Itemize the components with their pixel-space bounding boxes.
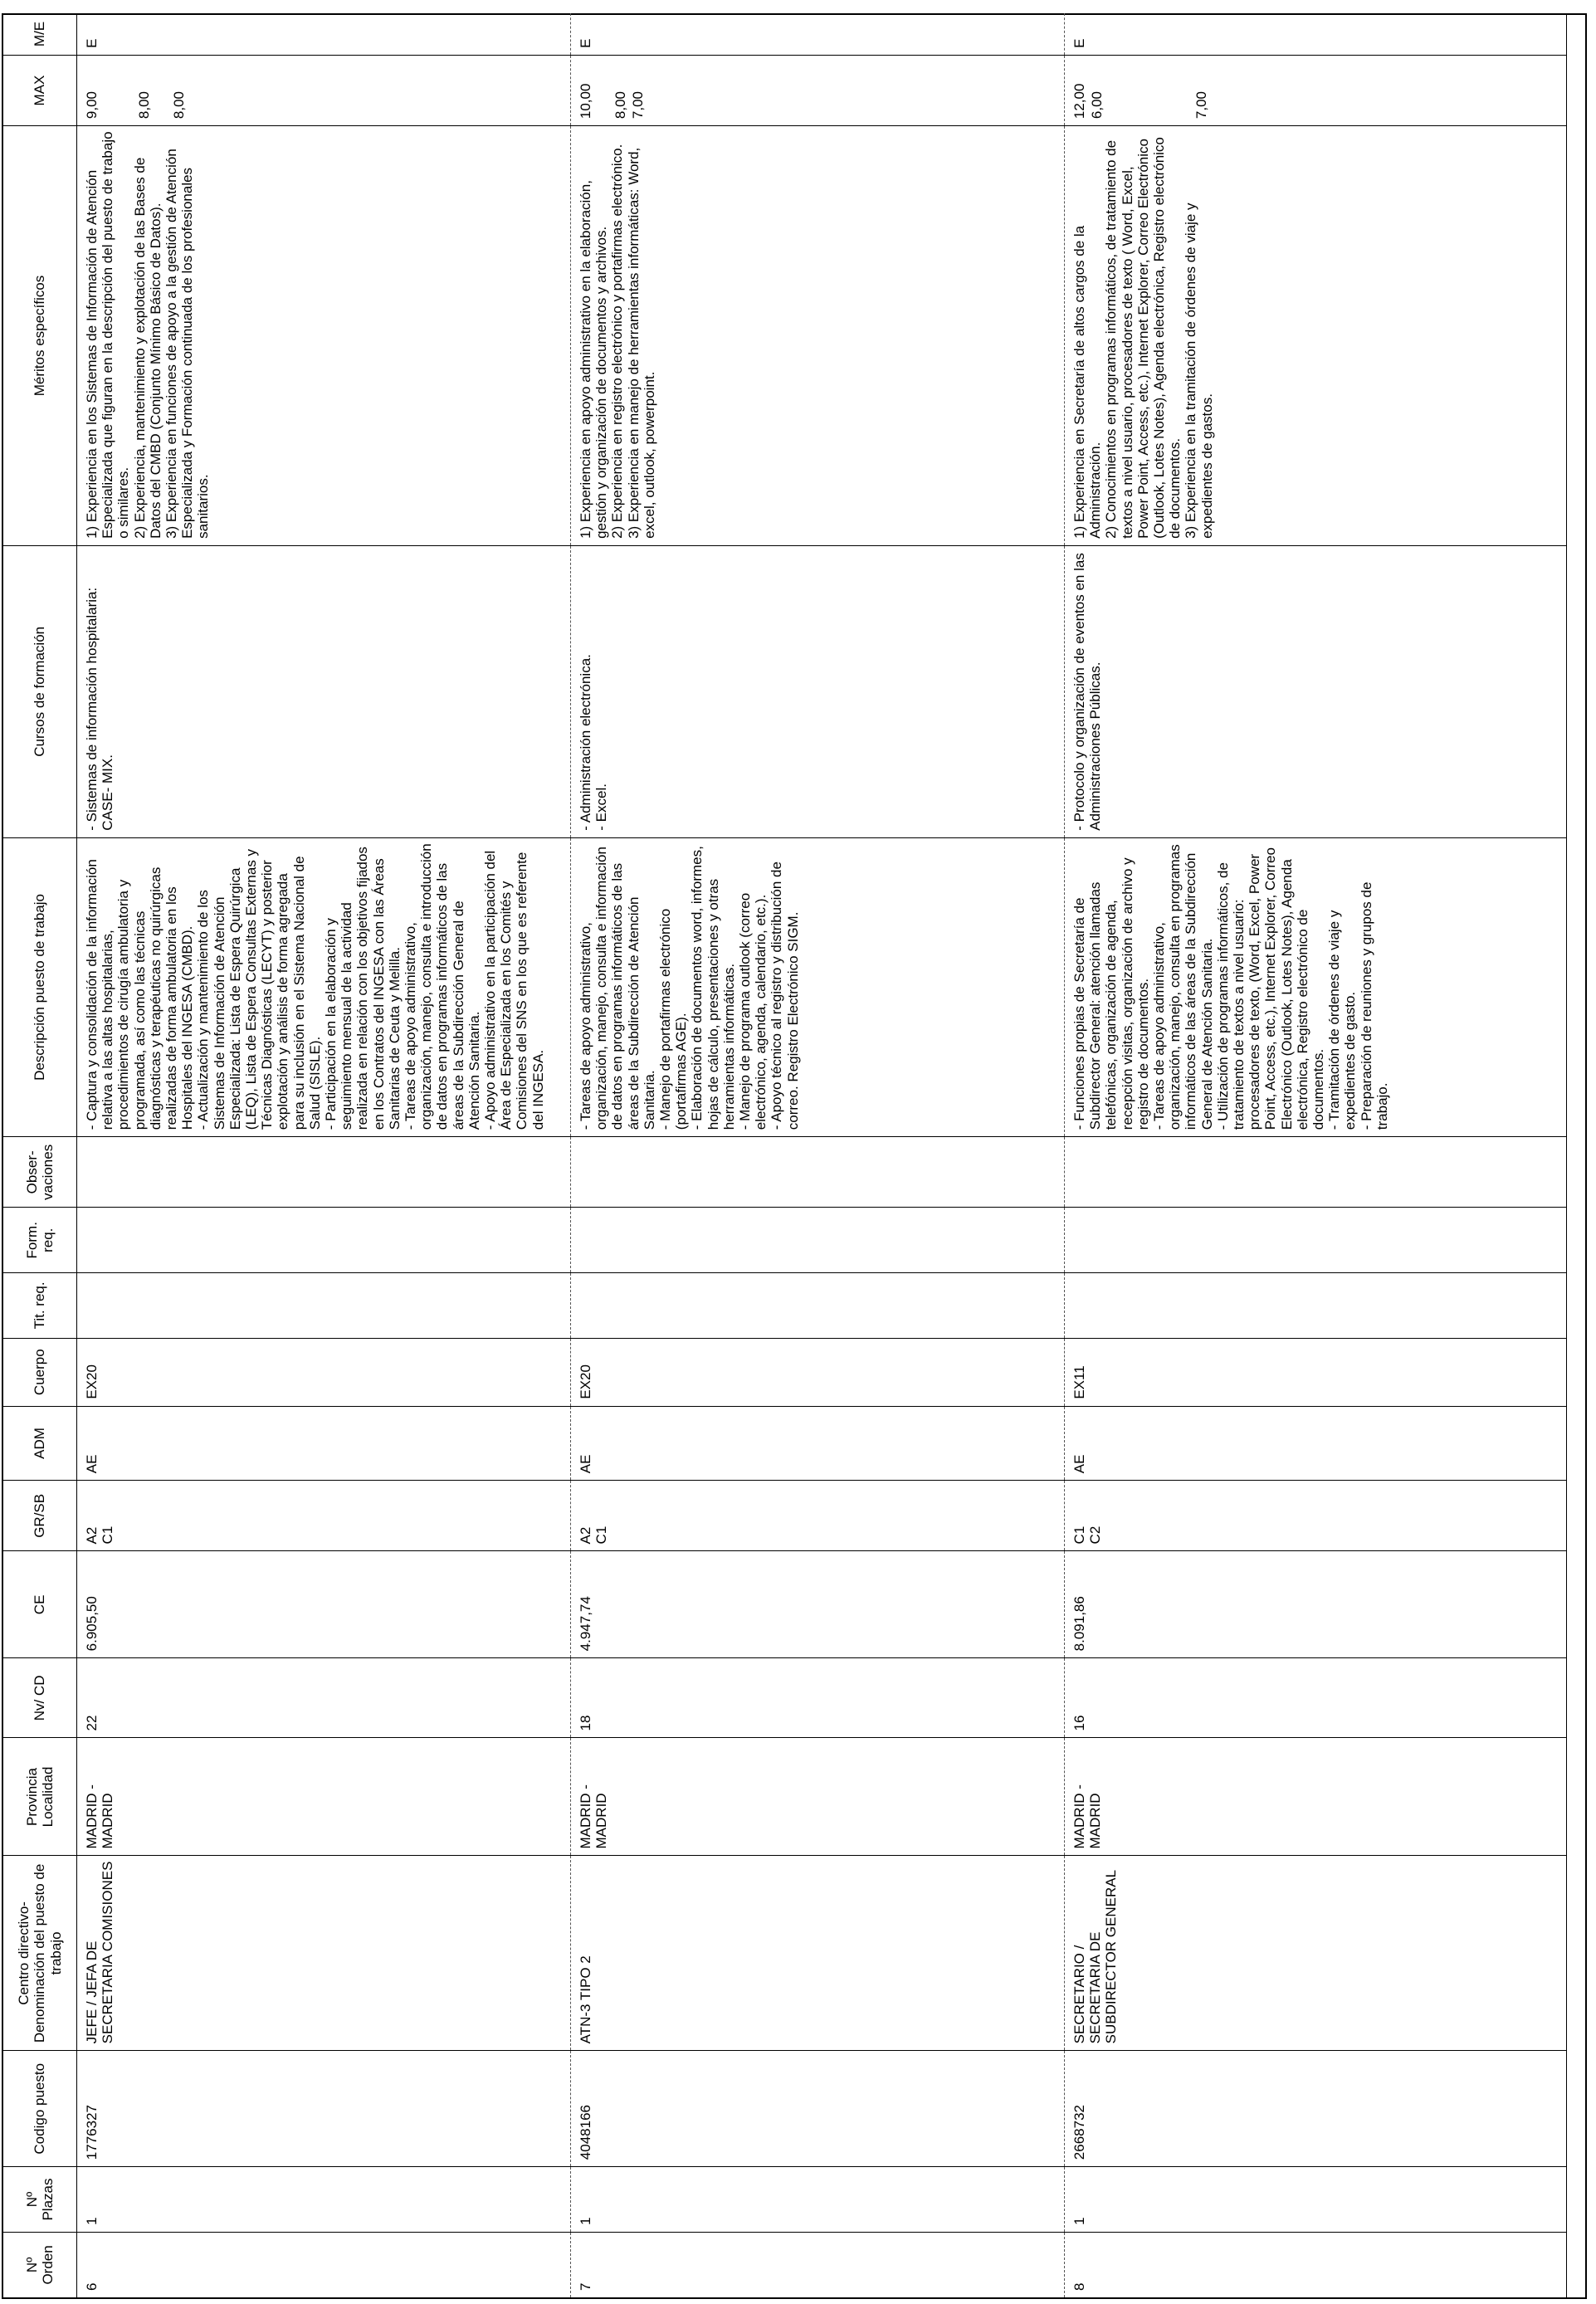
header-meritos: Méritos específicos [3, 126, 77, 546]
max-value: 7,00 [630, 91, 646, 120]
cell-adm: AE [77, 1406, 571, 1481]
cell-grupo: C1 C2 [1065, 1481, 1567, 1551]
header-ce: CE [3, 1551, 77, 1658]
cell-tit [77, 1273, 571, 1339]
cell-cuerpo: EX11 [1065, 1338, 1567, 1406]
table-row [1065, 13, 1567, 2297]
cell-codigo: 1776327 [77, 2051, 571, 2167]
table-row [571, 13, 1065, 2297]
max-value [1176, 61, 1193, 119]
cell-max [1065, 55, 1567, 125]
header-cursos: Cursos de formación [3, 545, 77, 837]
cell-form [1065, 1208, 1567, 1273]
cell-provincia: MADRID - MADRID [571, 1738, 1065, 1856]
header-nivel: Nv/ CD [3, 1658, 77, 1738]
cell-centro: ATN-3 TIPO 2 [571, 1856, 1065, 2051]
cell-nivel: 18 [571, 1658, 1065, 1738]
header-grupo: GR/SB [3, 1481, 77, 1551]
cell-grupo: A2 C1 [571, 1481, 1065, 1551]
header-me: M/E [3, 13, 77, 55]
cell-obs [571, 1137, 1065, 1208]
cell-obs [1065, 1137, 1567, 1208]
cell-cursos: - Sistemas de información hospitalaria: CASE- MIX. [77, 545, 571, 837]
max-value [154, 61, 171, 119]
header-tit: Tit. req. [3, 1273, 77, 1339]
cell-descripcion: - Captura y consolidación de la información relativa a las altas hospitalarias, procedimientos de cirugía ambulatoria y programada, así como las técnicas diagnósticas y terapéuticas no quirúrgicas realizadas de forma ambulatoria en los Hospitales del INGESA (CMBD). - Actualización y mantenimiento de los Sistemas de Información de Atención Especializada: Lista de Espera Quirúrgica (LEQ), Lista de Espera Consultas Externas y Técnicas Diagnósticas (LECYT) y posterior explotación y análisis de forma agregada para su inclusión en el Sistema Nacional de Salud (SISLE). - Participación en la elaboración y seguimiento mensual de la actividad realizada en relación con los objetivos fijados en los Contratos del INGESA con las Áreas Sanitarias de Ceuta y Melilla. - Tareas de apoyo administrativo, organización, manejo, consulta e introducción de datos en programas informáticos de las áreas de la Subdirección General de Atención Sanitaria. - Apoyo administrativo en la participación del Área de Especializada en los Comités y Comisiones del SNS en los que es referente del INGESA. [77, 837, 571, 1137]
cell-provincia: MADRID - MADRID [77, 1738, 571, 1856]
cell-cuerpo: EX20 [571, 1338, 1065, 1406]
cell-grupo: A2 C1 [77, 1481, 571, 1551]
cell-max [77, 55, 571, 125]
max-value [1106, 61, 1124, 119]
header-centro: Centro directivo- Denominación del puesto de trabajo [3, 1856, 77, 2051]
cell-codigo: 4048166 [571, 2051, 1065, 2167]
cell-ce: 6.905,50 [77, 1551, 571, 1658]
cell-provincia: MADRID - MADRID [1065, 1738, 1567, 1856]
cell-form [77, 1208, 571, 1273]
cell-nivel: 22 [77, 1658, 571, 1738]
cell-centro: SECRETARIO / SECRETARIA DE SUBDIRECTOR GENERAL [1065, 1856, 1567, 2051]
header-max: MAX [3, 55, 77, 125]
table-row [77, 13, 571, 2297]
cell-descripcion: - Funciones propias de Secretaría de Subdirector General: atención llamadas telefónicas, organización de agenda, recepción visitas, organización de archivo y registro de documentos. - Tareas de apoyo administrativo, organización, manejo, consulta en programas informáticos de las áreas de la Subdirección General de Atención Sanitaria. - Utilización de programas informáticos, de tratamiento de textos a nivel usuario: procesadores de texto, (Word, Excel, Power Point, Access, etc.), Internet Explorer, Correo Electrónico (Outlook, Lotes Notes), Agenda electrónica, Registro electrónico de documentos. - Tramitación de órdenes de viaje y expedientes de gasto. - Preparación de reuniones y grupos de trabajo. [1065, 837, 1567, 1137]
cell-cuerpo: EX20 [77, 1338, 571, 1406]
cell-tit [1065, 1273, 1567, 1339]
cell-meritos: 1) Experiencia en Secretaría de altos cargos de la Administración. 2) Conocimientos en programas informáticos, de tratamiento de textos a nivel usuario, procesadores de texto ( Word, Excel, Power Point, Access, etc.), Internet Explorer, Correo Electrónico (Outlook, Lotes Notes), Agenda electrónica, Registro electrónico de documentos. 3) Experiencia en la tramitación de órdenes de viaje y expedientes de gastos. [1065, 126, 1567, 546]
cell-nivel: 16 [1065, 1658, 1567, 1738]
header-adm: ADM [3, 1406, 77, 1481]
cell-plazas: 1 [77, 2167, 571, 2233]
cell-meritos: 1) Experiencia en apoyo administrativo en la elaboración, gestión y organización de documentos y archivos. 2) Experiencia en registro electrónico y portafirmas electrónico. 3) Experiencia en manejo de herramientas informáticas: Word, excel, outlook, powerpoint. [571, 126, 1065, 546]
max-value: 9,00 [84, 91, 100, 120]
header-obs: Obser- vaciones [3, 1137, 77, 1208]
cell-me: E [571, 13, 1065, 55]
header-codigo: Codigo puesto [3, 2051, 77, 2167]
max-value: 10,00 [578, 83, 593, 120]
cell-adm: AE [1065, 1406, 1567, 1481]
header-plazas: Nº Plazas [3, 2167, 77, 2233]
max-value [119, 61, 136, 119]
cell-obs [77, 1137, 571, 1208]
cell-ce: 4.947,74 [571, 1551, 1065, 1658]
cell-tit [571, 1273, 1065, 1339]
cell-descripcion: - Tareas de apoyo administrativo, organización, manejo, consulta e información de datos en programas informáticos de las áreas de la Subdirección de Atención Sanitaria. - Manejo de portafirmas electrónico (portafirmas AGE). - Elaboración de documentos word, informes, hojas de cálculo, presentaciones y otras herramientas informáticas. - Manejo de programa outlook (correo electrónico, agenda, calendario, etc.). - Apoyo técnico al registro y distribución de correo. Registro Electrónico SIGM. [571, 837, 1065, 1137]
cell-me: E [1065, 13, 1567, 55]
cell-orden: 8 [1065, 2232, 1567, 2297]
header-orden: Nº Orden [3, 2232, 77, 2297]
cell-codigo: 2668732 [1065, 2051, 1567, 2167]
cell-ce: 8.091,86 [1065, 1551, 1567, 1658]
cell-me: E [77, 13, 571, 55]
max-value: 8,00 [613, 91, 628, 120]
max-value [1141, 61, 1159, 119]
max-value: 8,00 [171, 91, 187, 120]
header-descripcion: Descripción puesto de trabajo [3, 837, 77, 1137]
cell-orden: 6 [77, 2232, 571, 2297]
max-value: 8,00 [136, 91, 152, 120]
max-value: 7,00 [1193, 91, 1209, 120]
cell-form [571, 1208, 1065, 1273]
cell-cursos: - Protocolo y organización de eventos en las Administraciones Públicas. [1065, 545, 1567, 837]
header-cuerpo: Cuerpo [3, 1338, 77, 1406]
job-positions-table [3, 13, 1567, 2297]
header-form: Form. req. [3, 1208, 77, 1273]
cell-plazas: 1 [1065, 2167, 1567, 2233]
max-value [595, 61, 613, 119]
header-row [3, 13, 77, 2297]
max-value [101, 61, 119, 119]
header-provincia: Provincia Localidad [3, 1738, 77, 1856]
max-value: 6,00 [1089, 91, 1105, 120]
cell-max [571, 55, 1065, 125]
max-value: 12,00 [1071, 83, 1087, 120]
cell-centro: JEFE / JEFA DE SECRETARIA COMISIONES [77, 1856, 571, 2051]
cell-adm: AE [571, 1406, 1065, 1481]
max-value [1159, 61, 1176, 119]
cell-plazas: 1 [571, 2167, 1065, 2233]
cell-orden: 7 [571, 2232, 1065, 2297]
cell-cursos: - Administración electrónica. - Excel. [571, 545, 1065, 837]
cell-meritos: 1) Experiencia en los Sistemas de Información de Atención Especializada que figuran en la descripción del puesto de trabajo o similares. 2) Experiencia, mantenimiento y explotación de las Bases de Datos del CMBD (Conjunto Mínimo Básico de Datos). 3) Experiencia en funciones de apoyo a la gestión de Atención Especializada y Formación continuada de los profesionales sanitarios. [77, 126, 571, 546]
max-value [1124, 61, 1141, 119]
